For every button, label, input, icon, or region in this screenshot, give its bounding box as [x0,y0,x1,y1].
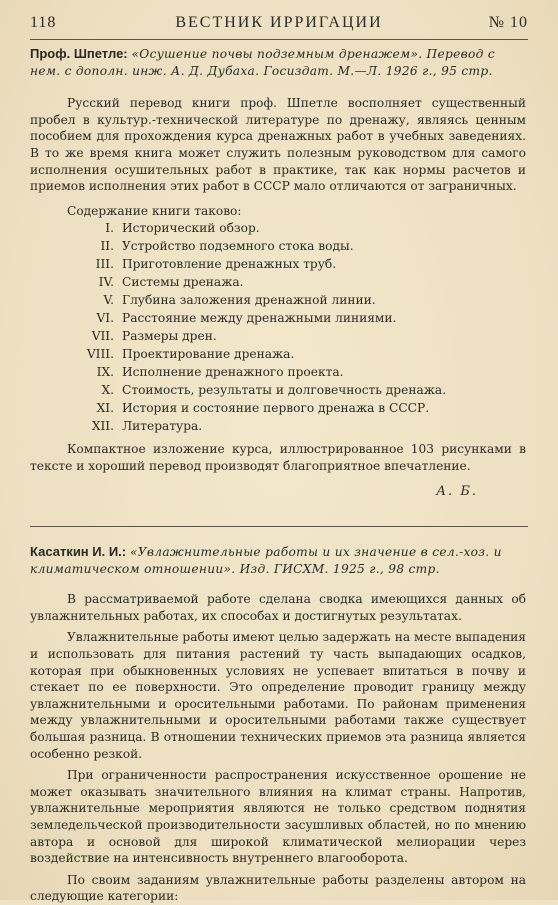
review-paragraph: Компактное изложение курса, иллюстрированное 103 рисунками в тексте и хороший перевод производят благоприятное впечатление. [30,442,526,473]
contents-item-text: Глубина заложения дренажной линии. [122,293,376,308]
contents-item-text: Расстояние между дренажными линиями. [122,311,397,326]
contents-item-number: VII. [91,329,114,344]
contents-item-text: Исторический обзор. [122,221,260,236]
contents-item [30,363,526,381]
review-citation [30,544,526,577]
contents-item [30,417,526,435]
contents-item-text: Приготовление дренажных труб. [122,257,337,272]
book-title: «Увлажнительные работы и их значение в сел.-хоз. и климатическом отношении». Изд. ГИСХМ. 1925 г., 98 стр. [30,545,502,576]
reviewer-signature: А. Б. [436,483,478,499]
review-author: Касаткин И. И.: [30,544,127,559]
book-title: «Осушение почвы подземным дренажем». Перевод с нем. с дополн. инж. А. Д. Дубаха. Госиздат. М.—Л. 1926 г., 95 стр. [30,47,495,78]
contents-item-number: V. [103,293,114,308]
contents-item [30,399,526,417]
contents-item-number: XII. [91,419,114,434]
contents-item-number: IV. [98,275,114,290]
review-kasatkin [30,544,526,905]
contents-item [30,255,526,273]
contents-item-number: II. [100,239,114,254]
contents-item-text: Стоимость, результаты и долговечность дренажа. [122,383,447,398]
contents-item-text: Проектирование дренажа. [122,347,295,362]
journal-title: ВЕСТНИК ИРРИГАЦИИ [175,14,383,31]
contents-item [30,345,526,363]
section-divider [30,526,528,527]
contents-list [30,219,526,435]
contents-item [30,237,526,255]
issue-number: № 10 [488,14,528,31]
contents-item-text: Системы дренажа. [122,275,244,290]
review-paragraph: Увлажнительные работы имеют целью задержать на месте выпадения и использовать для питания растений ту часть выпадающих осадков, которая при обыкновенных условиях не успевает впитаться в почву и стекает по ее поверхности. Это определение проводит границу между увлажнительными и оросительными работами. По районам применения между увлажнительными и оросительными работами также существует большая разница. В отношении технических приемов эта разница является особенно резкой. [30,630,526,761]
contents-item-number: IX. [96,365,114,380]
review-shpetle [30,46,526,500]
review-citation [30,46,526,79]
review-paragraph: При ограниченности распространения искусственное орошение не может оказывать значительного влияния на климат страны. Напротив, увлажнительные мероприятия являются не только средством поднятия земледельческой производительности засушливых областей, но по мнению автора и основой для широкой климатической мелиорации через воздействие на интенсивность внутреннего влагооборота. [30,768,526,866]
contents-item-text: Исполнение дренажного проекта. [122,365,344,380]
contents-item [30,219,526,237]
contents-item [30,309,526,327]
page-number: 118 [30,14,57,31]
contents-item-text: История и состояние первого дренажа в СССР. [122,401,430,416]
contents-item-text: Размеры дрен. [122,329,217,344]
contents-item-number: VIII. [86,347,114,362]
contents-item-text: Устройство подземного стока воды. [122,239,354,254]
review-paragraph: Русский перевод книги проф. Шпетле восполняет существенный пробел в культур.-технической литературе по дренажу, являясь ценным пособием для прохождения курса дренажных работ в учебных заведениях. В то же время книга может служить полезным руководством для самого исполнения осушительных работ в практике, так как нормы расчетов и приемов исполнения этих работ в СССР мало отличаются от заграничных. [30,96,526,194]
contents-item [30,291,526,309]
review-paragraph: По своим заданиям увлажнительные работы разделены автором на следующие категории: [30,872,526,904]
page-header [30,14,528,34]
contents-intro: Содержание книги таково: [67,203,242,218]
contents-item [30,327,526,345]
header-rule [30,39,528,40]
contents-item-number: I. [105,221,114,236]
contents-item-number: X. [101,383,114,398]
review-paragraph: В рассматриваемой работе сделана сводка имеющихся данных об увлажнительных работах, их способах и достигнутых результатах. [30,592,526,623]
contents-item-text: Литература. [122,419,203,434]
review-author: Проф. Шпетле: [30,46,128,61]
contents-item [30,273,526,291]
contents-item-number: VI. [96,311,114,326]
contents-item [30,381,526,399]
contents-item-number: XI. [96,401,114,416]
contents-item-number: III. [95,257,114,272]
